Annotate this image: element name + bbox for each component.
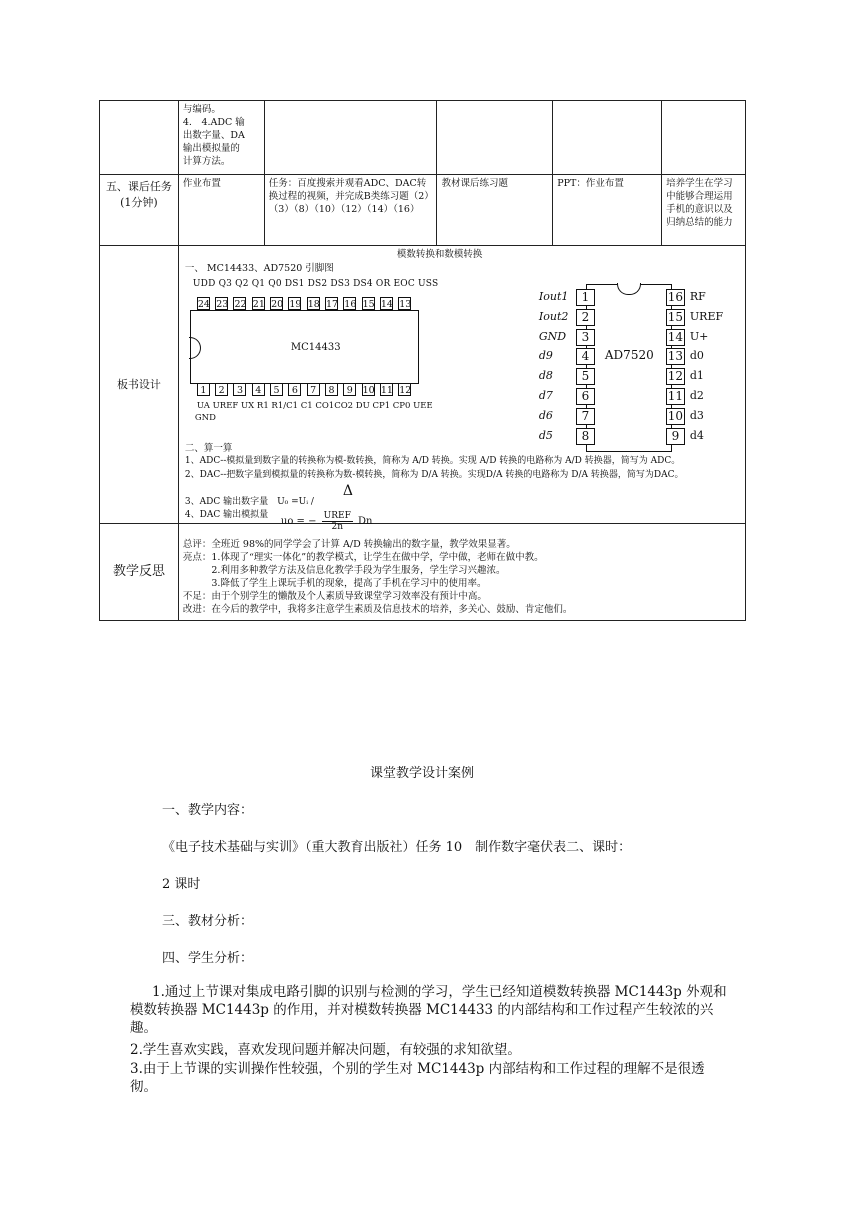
doc-heading-4: 四、学生分析： <box>162 951 254 966</box>
pin-label: d9 <box>538 349 553 363</box>
chip-pin: 1 <box>197 383 210 396</box>
doc-heading-3: 三、教材分析： <box>162 914 254 929</box>
table-row <box>100 101 746 175</box>
pin-label: U+ <box>689 329 709 343</box>
chip-pin: 15 <box>667 309 684 324</box>
doc-paragraph-1: 1.通过上节课对集成电路引脚的识别与检测的学习，学生已经知道模数转换器 MC1443p 外观和模数转换器 MC1443p 的作用，并对模数转换器 MC14433 的内部结构和工作过程产生较浓的兴趣。 <box>130 984 727 1036</box>
chip-pin: 1 <box>576 289 595 306</box>
chip-pin: 2 <box>215 383 228 396</box>
pin-label: GND <box>538 329 567 343</box>
mc14433-top-labels: UDD Q3 Q2 Q1 Q0 DS1 DS2 DS3 DS4 OR EOC USS <box>192 279 439 289</box>
ad7520-body <box>586 284 672 452</box>
chip-pin: 16 <box>667 290 684 304</box>
chip-pin: 6 <box>288 383 301 396</box>
board-line4: 4、DAC 输出模拟量 <box>184 510 269 520</box>
cell-content: 与编码。 4. 4.ADC 输 出数字量、DA 输出模拟量的 计算方法。 <box>178 101 264 175</box>
chip-pin: 11 <box>667 389 684 403</box>
lesson-table <box>99 100 746 621</box>
row-head: 五、课后任务(1分钟) <box>100 175 179 246</box>
board-line2: 2、DAC--把数字量到模拟量的转换称为数-模转换，简称为 D/A 转换。实现D/A 转换的电路称为 D/A 转换器，简写为DAC。 <box>184 470 684 480</box>
chip-pin: 12 <box>399 385 412 396</box>
pin-label: UREF <box>689 309 724 323</box>
cell-content: 教材课后练习题 <box>437 175 553 246</box>
chip-pin: 16 <box>344 299 357 310</box>
formula: uo = − UREF 2n Dn <box>280 511 373 532</box>
doc-heading-1: 一、教学内容： <box>162 803 254 818</box>
pin-label: d4 <box>689 428 704 442</box>
cell-content: 作业布置 <box>178 175 264 246</box>
chip-pin: 3 <box>233 383 246 396</box>
chip-pin: 6 <box>576 388 595 405</box>
doc-title: 课堂教学设计案例 <box>370 766 475 781</box>
table-row <box>100 524 746 621</box>
board-line1: 1、ADC--模拟量到数字量的转换称为模-数转换，简称为 A/D 转换。实现 A/D 转换的电路称为 A/D 转换器，简写为 ADC。 <box>184 456 681 466</box>
mc14433-top-pins <box>197 297 417 311</box>
chip-pin: 10 <box>667 408 684 423</box>
pin-label: d7 <box>538 389 553 402</box>
mc14433-name: MC14433 <box>290 342 341 353</box>
chip-pin: 4 <box>252 383 265 396</box>
pin-label: d0 <box>689 349 704 363</box>
chip-pin: 14 <box>380 299 393 310</box>
chip-pin: 4 <box>576 348 595 365</box>
chip-notch <box>189 337 201 359</box>
chip-pin: 23 <box>216 299 229 310</box>
pin-label: Iout2 <box>538 309 569 323</box>
teaching-reflection: 总评：全班近 98%的同学学会了计算 A/D 转换输出的数字量，教学效果显著。 亮点：1.体现了“理实一体化”的教学模式，让学生在做中学，学中做，老师在做中教。 2.利用多种教学方法及信息化教学手段为学生服务，学生学习兴趣浓。 3.降低了学生上课玩手机的现象，提高了手机在学习中的使用率。 不足：由于个别学生的懒散及个人素质导致课堂学习效率没有预计中高。 改进：在今后的教学中，我将多注意学生素质及信息技术的培养，多关心、鼓励、肯定他们。 <box>178 524 745 621</box>
chip-pin: 17 <box>325 299 339 310</box>
cell-content: 任务：百度搜索并观看ADC、DAC转换过程的视频，并完成B类练习题（2）（3）（8）（10）（12）（14）（16） <box>264 175 437 246</box>
pin-label: d8 <box>538 369 553 383</box>
mc14433-bottom-pins <box>197 383 417 397</box>
board-title: 模数转换和数模转换 <box>396 249 483 260</box>
chip-notch <box>617 283 641 295</box>
doc-hours: 2 课时 <box>162 877 201 892</box>
pin-label: d1 <box>689 369 704 383</box>
chip-pin: 5 <box>576 368 595 385</box>
chip-pin: 10 <box>362 385 375 396</box>
pin-label: Iout1 <box>538 290 569 303</box>
mc14433-bottom-labels: UA UREF UX R1 R1/C1 C1 CO1CO2 DU CP1 CP0 UEE <box>196 401 433 411</box>
mc14433-gnd: GND <box>194 413 216 423</box>
pin-label: d3 <box>689 408 704 422</box>
pin-label: d2 <box>689 389 704 402</box>
row-head: 教学反思 <box>100 524 179 621</box>
chip-pin: 14 <box>667 329 684 344</box>
chip-pin: 9 <box>666 428 685 445</box>
chip-pin: 2 <box>576 309 595 326</box>
chip-pin: 13 <box>667 349 684 364</box>
row-head: 板书设计 <box>100 246 179 524</box>
table-row <box>100 246 746 524</box>
chip-pin: 8 <box>325 383 338 396</box>
chip-pin: 22 <box>234 299 247 310</box>
chip-pin: 21 <box>252 299 265 310</box>
pin-label: d6 <box>538 408 553 422</box>
pin-label: RF <box>689 290 706 303</box>
chip-pin: 15 <box>362 299 375 310</box>
chip-pin: 8 <box>576 428 595 445</box>
chip-pin: 18 <box>307 299 320 310</box>
mc14433-body <box>190 310 419 384</box>
cell-content: PPT：作业布置 <box>553 175 662 246</box>
chip-pin: 3 <box>576 329 595 346</box>
board-sub1: 一、 MC14433、AD7520 引脚图 <box>184 263 334 274</box>
board-line3: 3、ADC 输出数字量 U₀ =Uᵢ / <box>184 497 314 507</box>
delta-symbol: Δ <box>342 483 354 499</box>
chip-pin: 11 <box>380 385 393 396</box>
doc-paragraph-2: 2.学生喜欢实践，喜欢发现问题并解决问题，有较强的求知欲望。 <box>130 1042 521 1058</box>
chip-pin: 12 <box>667 369 684 384</box>
chip-pin: 7 <box>307 383 320 396</box>
chip-pin: 19 <box>289 299 302 310</box>
chip-pin: 5 <box>270 383 283 396</box>
cell-empty <box>100 101 179 175</box>
chip-pin: 20 <box>271 299 284 310</box>
chip-pin: 13 <box>399 299 412 310</box>
pin-label: d5 <box>538 428 553 442</box>
ad7520-name: AD7520 <box>604 348 654 362</box>
board-sub2: 二、算一算 <box>184 443 233 454</box>
doc-paragraph-3: 3.由于上节课的实训操作性较强，个别的学生对 MC1443p 内部结构和工作过程的理解不是很透彻。 <box>130 1061 705 1095</box>
board-design <box>178 246 745 532</box>
chip-pin: 7 <box>576 408 595 425</box>
chip-pin: 9 <box>343 383 356 396</box>
chip-pin: 24 <box>197 299 210 310</box>
cell-content: 培养学生在学习中能够合理运用手机的意识以及归纳总结的能力 <box>662 175 746 246</box>
table-row <box>100 175 746 246</box>
doc-content-line: 《电子技术基础与实训》（重大教育出版社）任务 10 制作数字毫伏表二、课时： <box>162 840 632 855</box>
